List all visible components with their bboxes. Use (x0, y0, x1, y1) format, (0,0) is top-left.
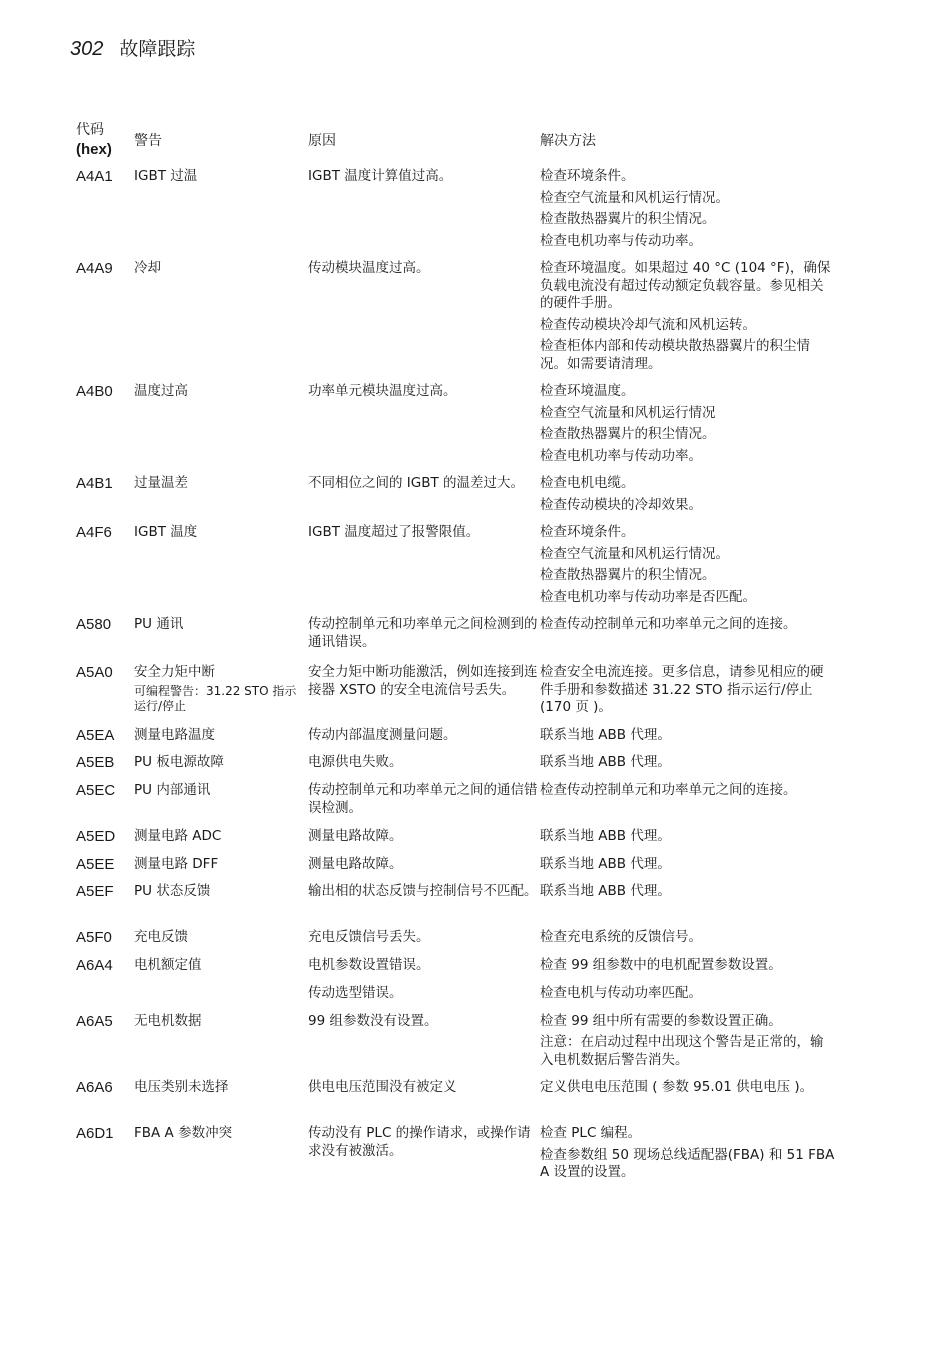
row-warning-name: 安全力矩中断 (134, 664, 215, 680)
row-warning-name: 温度过高 (134, 383, 188, 399)
row-code: A6A6 (76, 1079, 113, 1096)
row-warning-subtext: 可编程警告：31.22 STO 指示运行/停止 (134, 683, 297, 713)
row-warning (134, 879, 308, 925)
row-cause: 不同相位之间的 IGBT 的温差过大。 (308, 475, 525, 491)
fix-step: 检查散热器翼片的积尘情况。 (540, 211, 716, 227)
fix-step: 联系当地 ABB 代理。 (540, 855, 671, 872)
warning-table (76, 116, 836, 1191)
row-cause: 充电反馈信号丢失。 (308, 929, 430, 945)
row-warning-name: 充电反馈 (134, 929, 188, 945)
row-code: A5ED (76, 828, 116, 845)
row-cause: 传动控制单元和功率单元之间检测到的通讯错误。 (308, 616, 538, 650)
table-row (76, 824, 836, 852)
row-warning-name: 测量电路 DFF (134, 855, 219, 872)
fix-step: 注意：在启动过程中出现这个警告是正常的，输入电机数据后警告消失。 (540, 1034, 824, 1068)
row-warning-name: IGBT 温度 (134, 524, 198, 540)
fix-step: 检查环境条件。 (540, 168, 635, 184)
row-fix (540, 660, 836, 723)
row-fix (540, 1121, 836, 1191)
row-fix (540, 981, 836, 1009)
row-cause: 电机参数设置错误。 (308, 957, 430, 973)
row-warning-name: 电压类别未选择 (134, 1079, 229, 1095)
row-warning (134, 778, 308, 824)
row-warning (134, 1009, 308, 1076)
row-cause: 99 组参数没有设置。 (308, 1012, 438, 1029)
fix-step: 检查环境条件。 (540, 524, 635, 540)
row-cause: IGBT 温度超过了报警限值。 (308, 524, 480, 540)
row-warning (134, 925, 308, 953)
row-warning (134, 471, 308, 520)
row-fix (540, 1009, 836, 1076)
row-fix (540, 723, 836, 751)
fix-step: 检查电机功率与传动功率。 (540, 447, 702, 464)
row-fix (540, 778, 836, 824)
row-warning (134, 520, 308, 612)
table-row (76, 723, 836, 751)
row-code: A5EF (76, 883, 114, 900)
table-row (76, 256, 836, 379)
fix-step: 检查柜体内部和传动模块散热器翼片的积尘情况。如需要请清理。 (540, 338, 810, 372)
row-code: A6A5 (76, 1012, 113, 1030)
fix-step: 检查电机与传动功率匹配。 (540, 984, 702, 1001)
row-fix (540, 1075, 836, 1121)
row-warning (134, 379, 308, 471)
fix-step: 检查 PLC 编程。 (540, 1125, 642, 1141)
fix-step: 检查空气流量和风机运行情况。 (540, 545, 729, 562)
row-warning (134, 256, 308, 379)
row-code: A4F6 (76, 524, 112, 541)
row-warning (134, 1075, 308, 1121)
row-fix (540, 612, 836, 660)
row-fix (540, 471, 836, 520)
fix-step: 检查环境温度。如果超过 40 °C (104 °F)，确保负载电流没有超过传动额定负载容量。参见相关的硬件手册。 (540, 260, 831, 311)
page-number: 302 (70, 38, 104, 60)
row-code: A6A4 (76, 957, 113, 974)
fix-step: 检查传动控制单元和功率单元之间的连接。 (540, 616, 797, 632)
table-row (76, 471, 836, 520)
row-cause: 传动控制单元和功率单元之间的通信错误检测。 (308, 782, 538, 816)
row-warning-name: PU 状态反馈 (134, 883, 211, 899)
row-fix (540, 824, 836, 852)
row-cause: 传动内部温度测量问题。 (308, 726, 457, 743)
row-code: A4A9 (76, 260, 113, 277)
row-warning (134, 750, 308, 778)
table-row (76, 520, 836, 612)
row-code: A5F0 (76, 929, 112, 946)
table-row (76, 981, 836, 1009)
row-code: A4A1 (76, 168, 113, 185)
row-cause: 传动选型错误。 (308, 984, 403, 1001)
header-code-hex: (hex) (76, 141, 112, 158)
fix-step: 检查 99 组参数中的电机配置参数设置。 (540, 957, 782, 973)
table-row (76, 778, 836, 824)
row-warning-name: FBA A 参数冲突 (134, 1125, 233, 1141)
fix-step: 检查环境温度。 (540, 383, 635, 399)
table-row (76, 1075, 836, 1121)
row-warning-name: 测量电路 ADC (134, 828, 222, 844)
row-cause: 测量电路故障。 (308, 855, 403, 872)
row-warning-name: 过量温差 (134, 475, 188, 491)
table-row (76, 925, 836, 953)
table-header (76, 116, 836, 164)
row-fix (540, 164, 836, 256)
row-warning (134, 824, 308, 852)
row-fix (540, 750, 836, 778)
table-row (76, 612, 836, 660)
row-cause: 传动模块温度过高。 (308, 260, 430, 276)
row-cause: 传动没有 PLC 的操作请求，或操作请求没有被激活。 (308, 1125, 531, 1159)
row-code: A5EB (76, 754, 115, 771)
row-fix (540, 925, 836, 953)
page-header (70, 34, 195, 64)
row-fix (540, 953, 836, 981)
row-fix (540, 520, 836, 612)
row-warning (134, 612, 308, 660)
fix-step: 检查散热器翼片的积尘情况。 (540, 426, 716, 442)
table-row (76, 879, 836, 925)
row-warning (134, 981, 308, 1009)
fix-step: 检查传动模块的冷却效果。 (540, 496, 702, 513)
row-fix (540, 256, 836, 379)
row-cause: 电源供电失败。 (308, 754, 403, 770)
row-warning-name: PU 板电源故障 (134, 754, 224, 770)
fix-step: 联系当地 ABB 代理。 (540, 726, 671, 743)
section-title: 故障跟踪 (119, 38, 196, 60)
row-cause: 功率单元模块温度过高。 (308, 383, 457, 399)
table-row (76, 953, 836, 981)
fix-step: 检查充电系统的反馈信号。 (540, 929, 702, 945)
header-cause: 原因 (308, 133, 336, 149)
row-warning (134, 723, 308, 751)
row-warning (134, 660, 308, 723)
header-warning: 警告 (134, 133, 162, 149)
row-code (76, 981, 134, 1009)
row-code: A5A0 (76, 664, 113, 681)
row-cause: 输出相的状态反馈与控制信号不匹配。 (308, 883, 538, 899)
row-warning (134, 1121, 308, 1191)
fix-step: 检查 99 组中所有需要的参数设置正确。 (540, 1012, 782, 1029)
table-row (76, 1009, 836, 1076)
row-fix (540, 852, 836, 880)
row-code: A5EE (76, 855, 115, 873)
fix-step: 联系当地 ABB 代理。 (540, 883, 671, 899)
fix-step: 检查空气流量和风机运行情况 (540, 404, 716, 421)
row-warning-name: 电机额定值 (134, 957, 202, 973)
row-warning-name: PU 通讯 (134, 616, 184, 632)
row-warning-name: 冷却 (134, 260, 161, 276)
row-warning-name: IGBT 过温 (134, 168, 198, 184)
fix-step: 检查传动模块冷却气流和风机运转。 (540, 316, 756, 333)
fix-step: 定义供电电压范围 ( 参数 95.01 供电电压 )。 (540, 1079, 814, 1095)
table-row (76, 750, 836, 778)
row-cause: 安全力矩中断功能激活，例如连接到连接器 XSTO 的安全电流信号丢失。 (308, 664, 538, 698)
fix-step: 检查电机电缆。 (540, 475, 635, 491)
row-warning-name: 无电机数据 (134, 1012, 202, 1029)
row-warning (134, 953, 308, 981)
fix-step: 检查电机功率与传动功率是否匹配。 (540, 588, 756, 605)
table-row (76, 379, 836, 471)
table-row (76, 852, 836, 880)
row-code: A5EC (76, 782, 116, 799)
table-body (76, 164, 836, 1191)
header-code-label: 代码 (76, 122, 104, 138)
row-code: A6D1 (76, 1125, 114, 1142)
row-cause: 测量电路故障。 (308, 828, 403, 844)
fix-step: 检查传动控制单元和功率单元之间的连接。 (540, 782, 797, 798)
row-warning-name: 测量电路温度 (134, 726, 215, 743)
fix-step: 检查空气流量和风机运行情况。 (540, 189, 729, 206)
row-code: A580 (76, 616, 112, 633)
table-row (76, 1121, 836, 1191)
fix-step: 联系当地 ABB 代理。 (540, 828, 671, 844)
fix-step: 检查散热器翼片的积尘情况。 (540, 567, 716, 583)
fix-step: 检查参数组 50 现场总线适配器(FBA) 和 51 FBA A 设置的设置。 (540, 1146, 835, 1180)
fix-step: 联系当地 ABB 代理。 (540, 754, 671, 770)
row-code: A4B0 (76, 383, 113, 400)
row-warning-name: PU 内部通讯 (134, 782, 211, 798)
row-fix (540, 879, 836, 925)
table-row (76, 660, 836, 723)
header-code (76, 116, 134, 164)
row-cause: IGBT 温度计算值过高。 (308, 168, 453, 184)
fix-step: 检查安全电流连接。更多信息，请参见相应的硬件手册和参数描述 31.22 STO 指示运行/停止 (170 页 )。 (540, 664, 824, 715)
row-warning (134, 852, 308, 880)
table-row (76, 164, 836, 256)
fix-step: 检查电机功率与传动功率。 (540, 232, 702, 249)
header-fix: 解决方法 (540, 133, 596, 149)
row-code: A4B1 (76, 475, 113, 492)
row-fix (540, 379, 836, 471)
row-code: A5EA (76, 726, 115, 744)
row-cause: 供电电压范围没有被定义 (308, 1079, 457, 1095)
row-warning (134, 164, 308, 256)
